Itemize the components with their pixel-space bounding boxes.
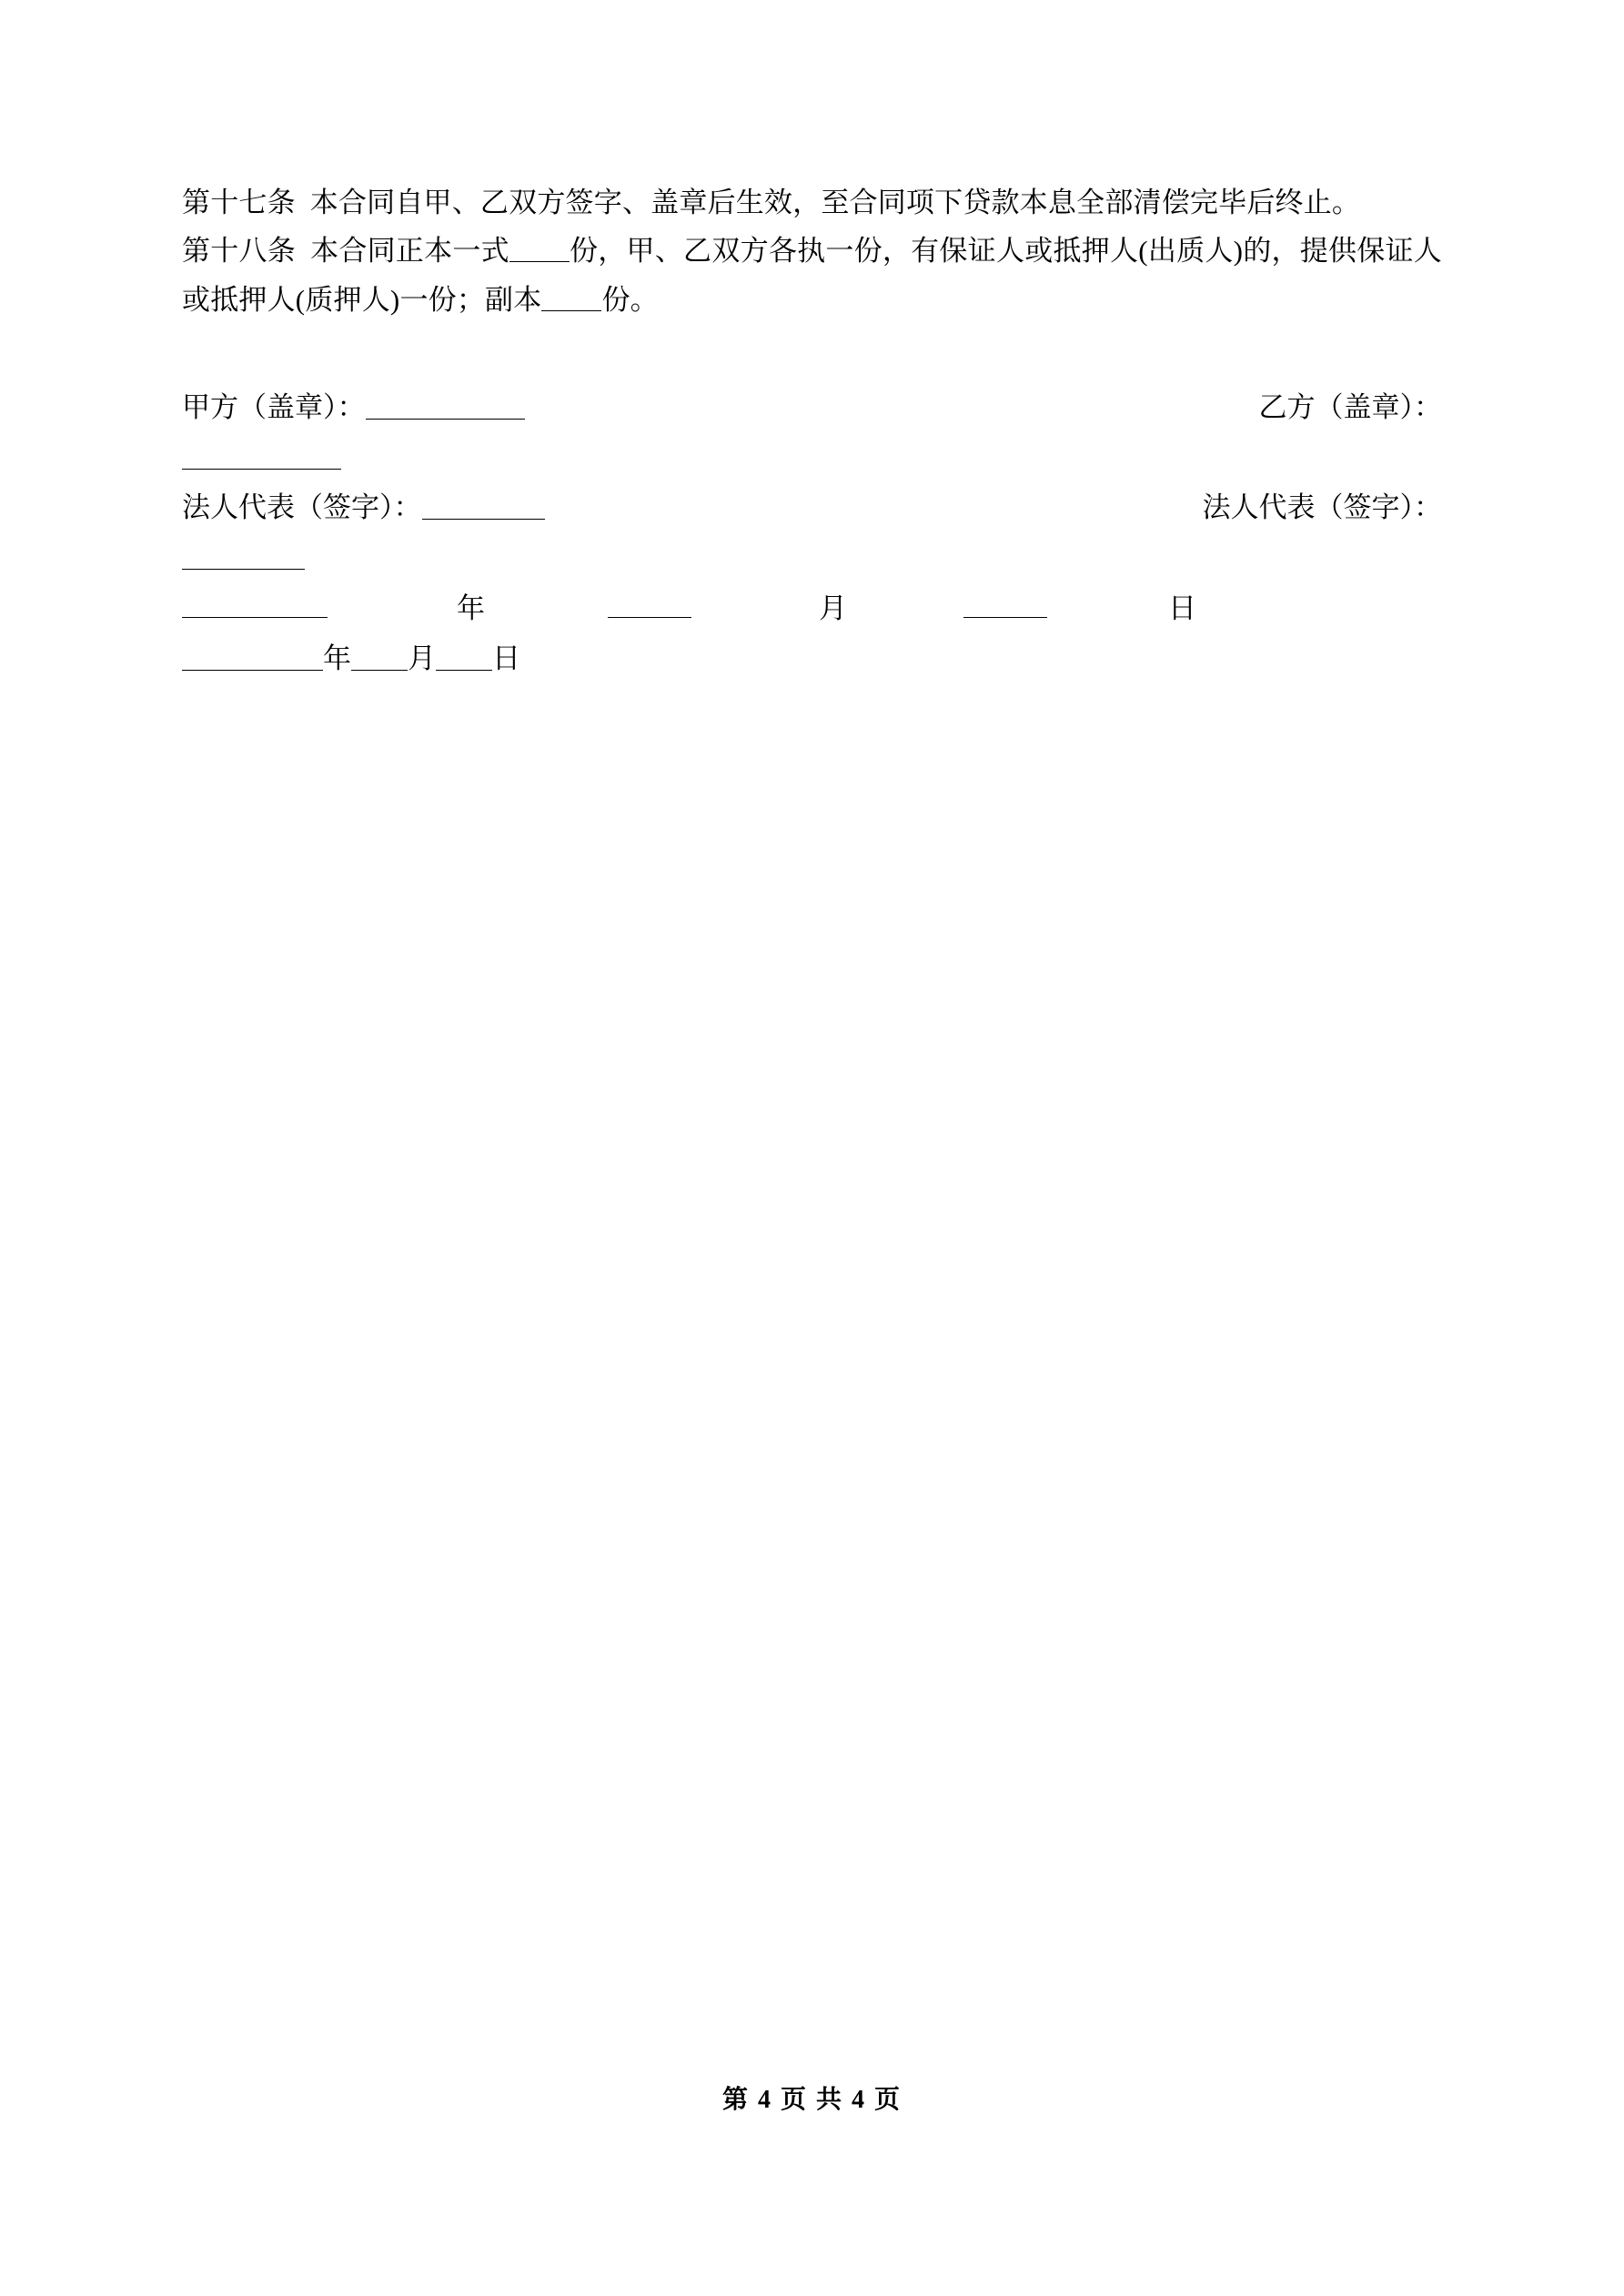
- party-b-rep-blank[interactable]: [182, 569, 305, 570]
- clause-17-text: 本合同自甲、乙双方签字、盖章后生效，至合同项下贷款本息全部清偿完毕后终止。: [309, 187, 1361, 218]
- date-day-blank-b[interactable]: [436, 670, 492, 671]
- clause-18-paragraph: [182, 227, 1442, 324]
- date-year-blank-b[interactable]: [182, 670, 323, 671]
- date-month-blank-b[interactable]: [351, 670, 408, 671]
- date-year-label-a: 年: [457, 592, 485, 624]
- party-a-seal-group: [182, 391, 525, 423]
- party-b-seal-label: 乙方（盖章）：: [1258, 390, 1442, 423]
- clause-18-text-part2: 份，甲、乙双方各执一份，有保证人或抵押人(出质人)的，提供保证人或抵押人(质押人)一份；副本: [182, 235, 1442, 316]
- party-b-seal-blank[interactable]: [182, 469, 341, 470]
- date-month-label-b: 月: [408, 642, 436, 674]
- representative-line: [182, 482, 1442, 582]
- party-b-rep-group: [1203, 482, 1443, 532]
- date-day-blank-a[interactable]: [963, 597, 1047, 618]
- date-year-label-b: 年: [323, 642, 351, 674]
- date-year-blank-a[interactable]: [182, 597, 328, 618]
- party-a-seal-blank[interactable]: [366, 419, 525, 420]
- party-b-rep-label: 法人代表（签字）：: [1202, 491, 1442, 524]
- date-line-party-b: [182, 633, 1442, 683]
- date-day-label-b: 日: [492, 642, 520, 674]
- clause-18-prefix: 第十八条: [182, 235, 297, 268]
- party-b-seal-group: [1259, 382, 1443, 432]
- clause-17-prefix: 第十七条: [182, 187, 296, 218]
- date-month-label-a: 月: [819, 592, 847, 624]
- seal-line: [182, 382, 1442, 482]
- party-a-seal-label: 甲方（盖章）：: [182, 390, 366, 423]
- date-line-party-a: [182, 583, 1442, 633]
- clause-18-text-part3: 份。: [601, 283, 659, 316]
- date-day-label-a: 日: [1168, 592, 1196, 624]
- blank-copies-original[interactable]: [509, 261, 570, 262]
- blank-copies-duplicate[interactable]: [541, 310, 601, 311]
- spacer: [182, 324, 1442, 382]
- party-a-rep-group: [182, 491, 545, 523]
- party-a-rep-label: 法人代表（签字）：: [182, 491, 422, 524]
- document-body: [182, 178, 1442, 683]
- page-footer: 第 4 页 共 4 页: [721, 2086, 902, 2114]
- date-month-blank-a[interactable]: [608, 597, 691, 618]
- party-a-rep-blank[interactable]: [422, 519, 545, 520]
- clause-18-text-part1: 本合同正本一式: [310, 235, 509, 268]
- clause-17-paragraph: [182, 178, 1442, 227]
